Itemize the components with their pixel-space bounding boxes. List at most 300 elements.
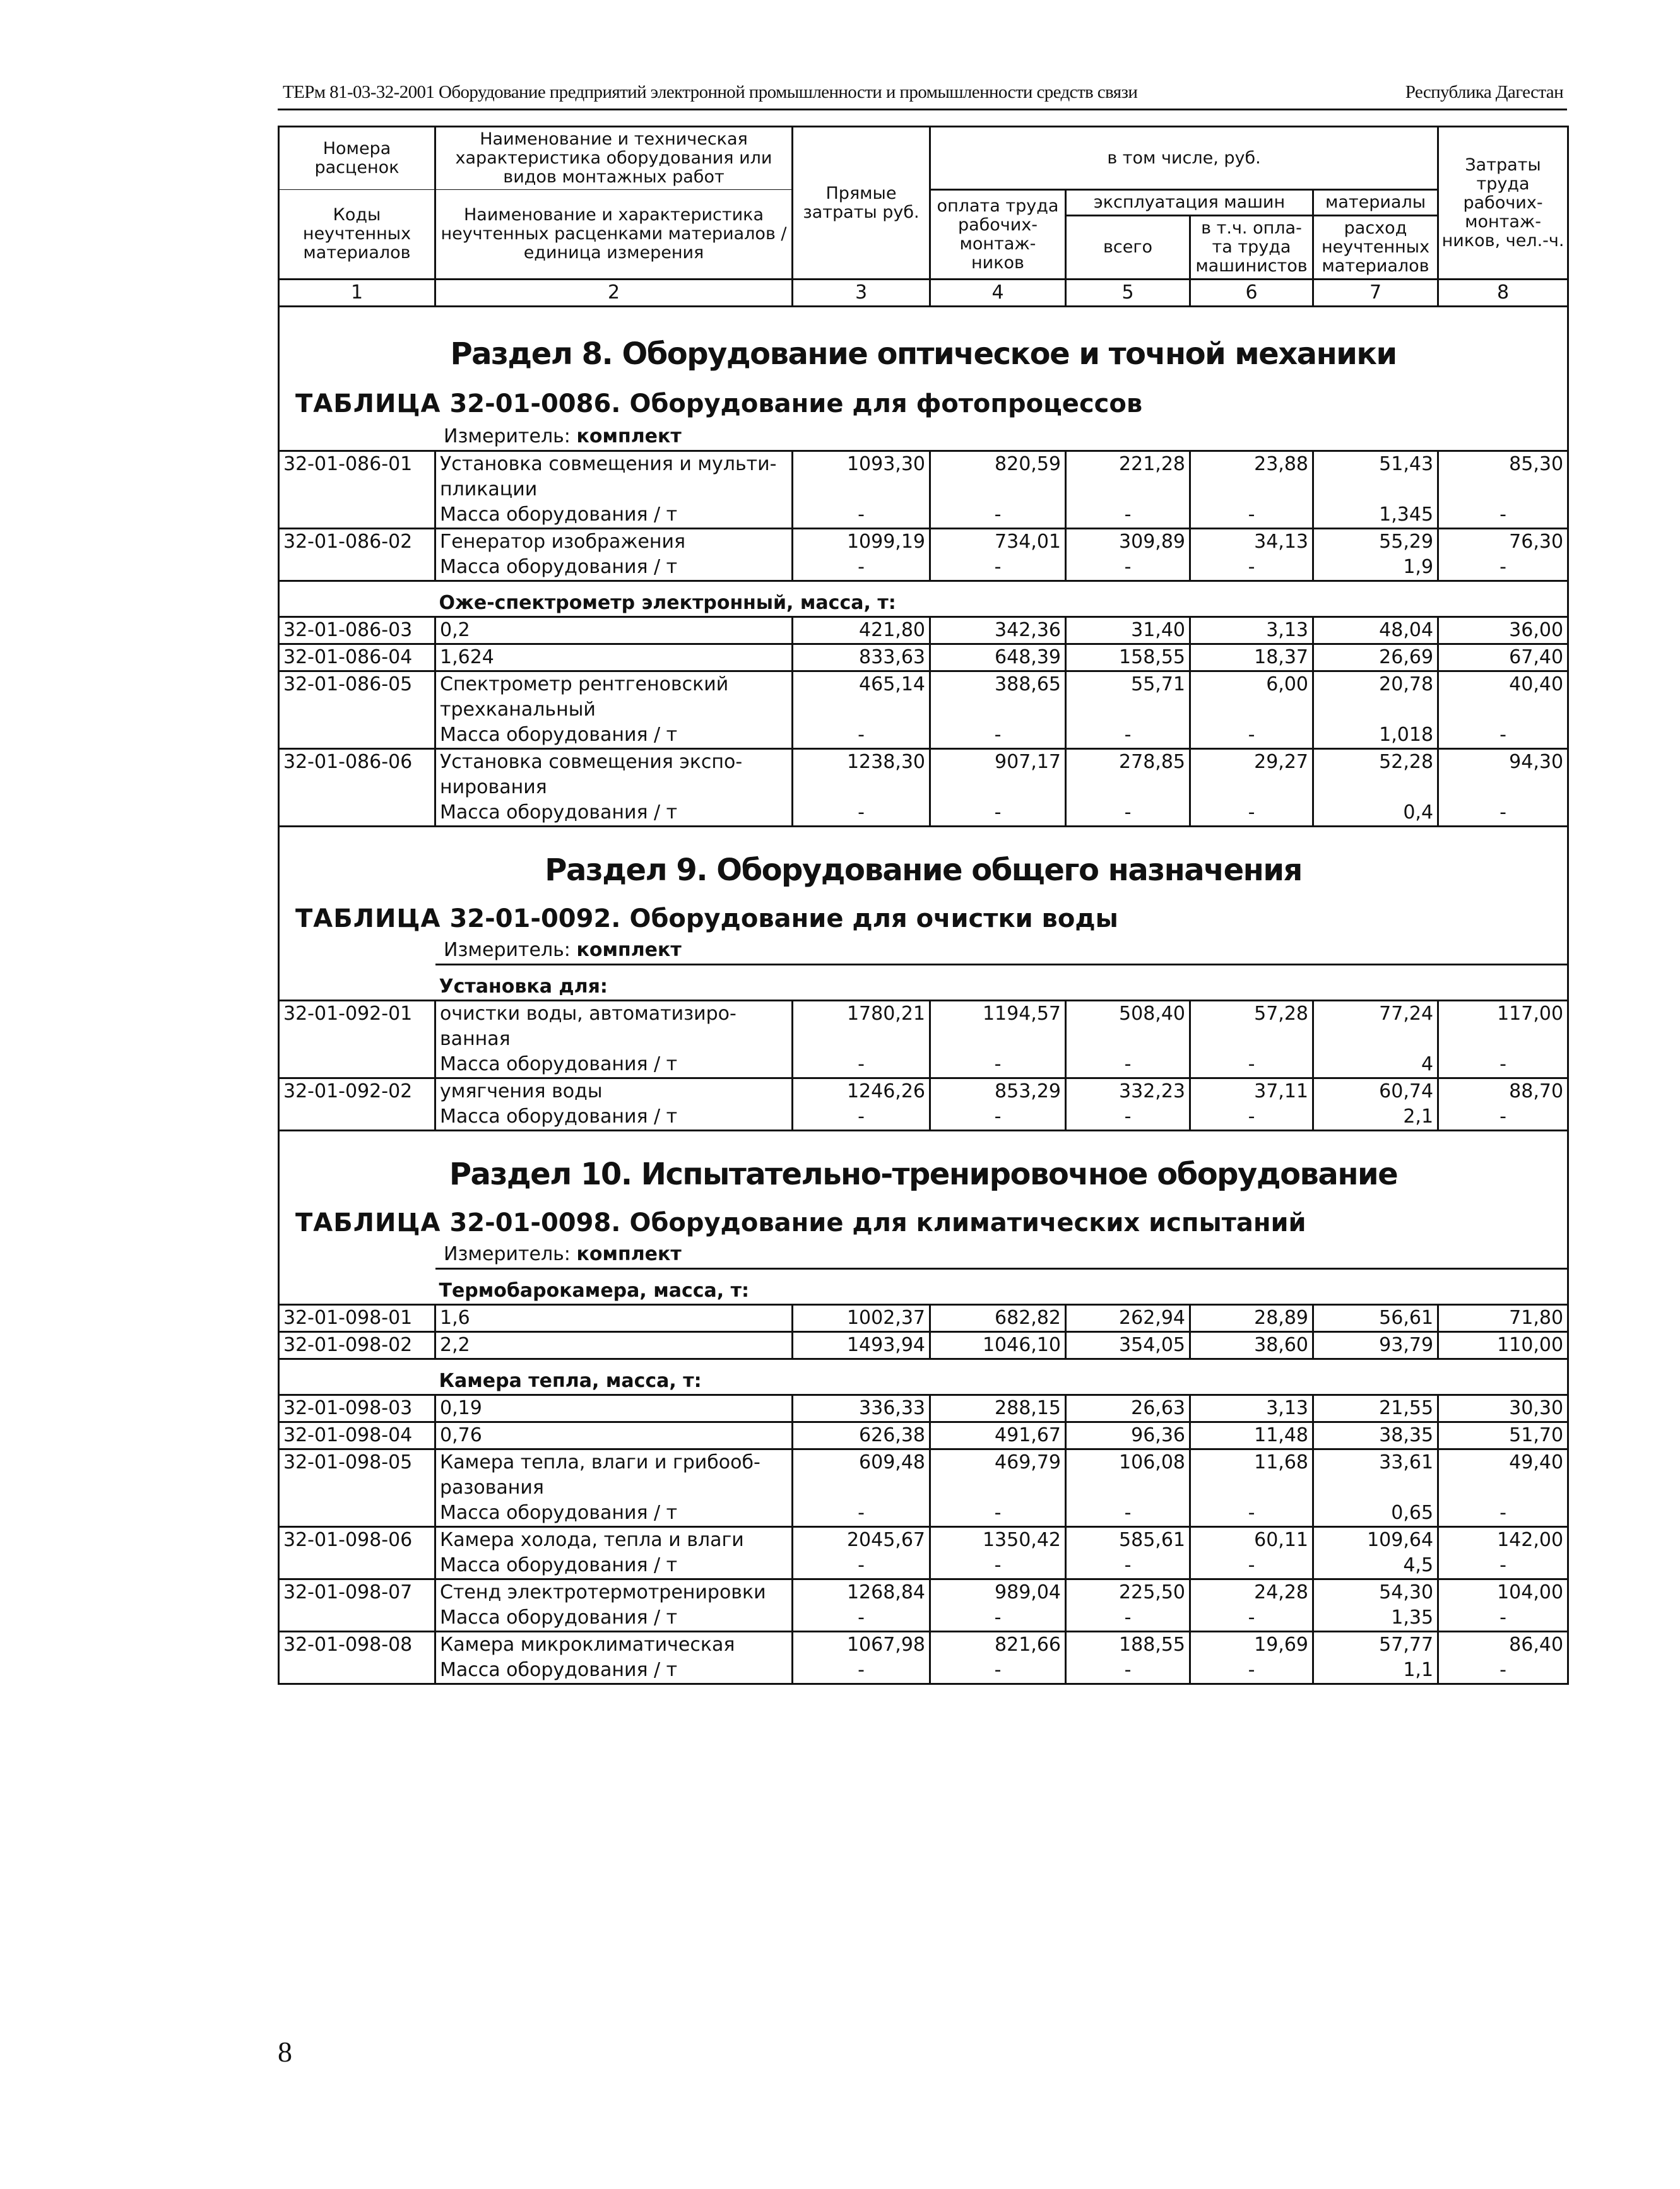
materials: 60,74 [1313,1078,1438,1105]
header-machines-total: всего [1066,216,1190,280]
machines-total: - [1066,1605,1190,1632]
header-labor-pay: оплата труда рабочих-монтаж-ников [930,190,1066,280]
column-number: 1 [279,280,435,307]
labor-hours: 40,40 [1438,671,1568,723]
materials: 33,61 [1313,1449,1438,1501]
section-10-title: Раздел 10. Испытательно-тренировочное оборудование [449,1157,1398,1192]
table-row [279,800,1568,827]
machinists-pay: - [1190,502,1313,529]
machines-total: 158,55 [1066,644,1190,671]
machinists-pay: - [1190,800,1313,827]
table-row [279,502,1568,529]
labor-pay: 388,65 [930,671,1066,723]
table-row [279,1579,1568,1606]
labor-pay: - [930,555,1066,581]
table-title [280,1207,1567,1239]
section-8-title: Раздел 8. Оборудование оптическое и точной механики [450,336,1397,372]
work-name: Установка совмещения и мульти-пликации [435,451,793,503]
labor-pay: - [930,1658,1066,1684]
materials: 1,9 [1313,555,1438,581]
rate-code: 32-01-086-04 [279,644,435,671]
materials: 77,24 [1313,1001,1438,1053]
labor-hours: 117,00 [1438,1001,1568,1053]
work-name: Масса оборудования / т [435,1104,793,1131]
measure-label: Измеритель: [444,939,571,961]
machinists-pay: - [1190,1553,1313,1579]
labor-pay: 469,79 [930,1449,1066,1501]
group-row [279,581,1568,617]
rate-code: 32-01-098-02 [279,1332,435,1359]
table-0086-measure [280,423,1567,450]
materials: 1,1 [1313,1658,1438,1684]
section-9-title: Раздел 9. Оборудование общего назначения [545,853,1302,888]
labor-pay: 853,29 [930,1078,1066,1105]
machinists-pay: 19,69 [1190,1632,1313,1658]
direct-costs: - [793,1605,930,1632]
rate-code: 32-01-098-07 [279,1579,435,1606]
machines-total: 278,85 [1066,749,1190,801]
table-measure [280,937,1567,964]
work-name: 0,76 [435,1422,793,1449]
group-thermobarochamber: Термобарокамера, масса, т: [435,1269,1568,1305]
labor-hours: - [1438,555,1568,581]
running-head-title: ТЕРм 81-03-32-2001 Оборудование предприятий электронной промышленности и промышленности средств связи [283,82,1138,102]
running-head-region: Республика Дагестан [1405,82,1563,102]
machinists-pay: 11,68 [1190,1449,1313,1501]
machinists-pay: 24,28 [1190,1579,1313,1606]
materials: 38,35 [1313,1422,1438,1449]
labor-hours: 51,70 [1438,1422,1568,1449]
direct-costs: 833,63 [793,644,930,671]
labor-pay: 989,04 [930,1579,1066,1606]
machinists-pay: 3,13 [1190,1395,1313,1422]
header-machinists-pay: в т.ч. опла-та труда машинистов [1190,216,1313,280]
labor-hours: 86,40 [1438,1632,1568,1658]
table-row [279,1332,1568,1359]
direct-costs: - [793,1104,930,1131]
header-name-top: Наименование и техническая характеристика оборудования или видов монтажных работ [435,127,793,190]
labor-hours: 67,40 [1438,644,1568,671]
group-row [279,965,1568,1001]
labor-hours: - [1438,723,1568,749]
work-name: Масса оборудования / т [435,502,793,529]
rate-code: 32-01-098-06 [279,1527,435,1554]
direct-costs: 2045,67 [793,1527,930,1554]
table-row [279,1605,1568,1632]
labor-hours: - [1438,1658,1568,1684]
column-number: 3 [793,280,930,307]
machines-total: 31,40 [1066,617,1190,644]
rate-code [279,502,435,529]
work-name: Масса оборудования / т [435,1052,793,1078]
rate-code: 32-01-086-05 [279,671,435,723]
work-name: Масса оборудования / т [435,723,793,749]
direct-costs: 465,14 [793,671,930,723]
work-name: Масса оборудования / т [435,1553,793,1579]
machines-total: 585,61 [1066,1527,1190,1554]
work-name: умягчения воды [435,1078,793,1105]
labor-hours: - [1438,1501,1568,1527]
direct-costs: 1493,94 [793,1332,930,1359]
table-label: ТАБЛИЦА [295,389,441,418]
column-number: 7 [1313,280,1438,307]
machines-total: 225,50 [1066,1579,1190,1606]
header-including: в том числе, руб. [930,127,1438,190]
direct-costs: 1067,98 [793,1632,930,1658]
header-row-1 [279,127,1568,190]
materials: 0,65 [1313,1501,1438,1527]
machines-total: 332,23 [1066,1078,1190,1105]
direct-costs: - [793,502,930,529]
machines-total: - [1066,1052,1190,1078]
table-row [279,1395,1568,1422]
rate-code: 32-01-098-04 [279,1422,435,1449]
work-name: Спектрометр рентгеновский трехканальный [435,671,793,723]
labor-hours: 49,40 [1438,1449,1568,1501]
materials: 52,28 [1313,749,1438,801]
materials: 20,78 [1313,671,1438,723]
table-row [279,451,1568,503]
rate-code: 32-01-092-02 [279,1078,435,1105]
machines-total: 26,63 [1066,1395,1190,1422]
labor-hours: - [1438,800,1568,827]
work-name: Масса оборудования / т [435,800,793,827]
running-head [278,81,1567,110]
price-table-wrap [278,126,1567,1685]
work-name: 0,19 [435,1395,793,1422]
labor-pay: - [930,1501,1066,1527]
labor-pay: 288,15 [930,1395,1066,1422]
table-row [279,644,1568,671]
header-name-bottom: Наименование и характеристика неучтенных расценками материалов / единица измерения [435,190,793,280]
labor-pay: 1046,10 [930,1332,1066,1359]
labor-hours: 142,00 [1438,1527,1568,1554]
table-row [279,671,1568,723]
group-spacer [279,1359,435,1395]
work-name: Камера микроклиматическая [435,1632,793,1658]
materials: 1,35 [1313,1605,1438,1632]
rate-code: 32-01-098-01 [279,1305,435,1332]
table-row [279,749,1568,801]
table-row [279,1449,1568,1501]
machinists-pay: 3,13 [1190,617,1313,644]
machinists-pay: 37,11 [1190,1078,1313,1105]
machines-total: 262,94 [1066,1305,1190,1332]
table-label: ТАБЛИЦА [295,1208,441,1237]
table-row [279,1422,1568,1449]
direct-costs: - [793,1501,930,1527]
group-row [279,1359,1568,1395]
header-labor-hours: Затраты труда рабочих-монтаж-ников, чел.-ч. [1438,127,1568,280]
machines-total: 309,89 [1066,529,1190,555]
table-row [279,555,1568,581]
header-machines: эксплуатация машин [1066,190,1313,216]
direct-costs: - [793,1658,930,1684]
header-direct-costs: Прямые затраты руб. [793,127,930,280]
section-9-block [279,827,1568,965]
labor-pay: 907,17 [930,749,1066,801]
materials: 0,4 [1313,800,1438,827]
labor-pay: - [930,1104,1066,1131]
work-name: Установка совмещения экспо-нирования [435,749,793,801]
group-spacer [279,581,435,617]
materials: 1,345 [1313,502,1438,529]
work-name: Масса оборудования / т [435,1605,793,1632]
table-name: Оборудование для очистки воды [629,904,1118,933]
materials: 54,30 [1313,1579,1438,1606]
labor-pay: - [930,1553,1066,1579]
labor-hours: 30,30 [1438,1395,1568,1422]
column-number: 5 [1066,280,1190,307]
machines-total: 55,71 [1066,671,1190,723]
header-materials-consumption: расход неучтенных материалов [1313,216,1438,280]
labor-pay: 648,39 [930,644,1066,671]
rate-code [279,1605,435,1632]
labor-hours: 85,30 [1438,451,1568,503]
table-row [279,1527,1568,1554]
work-name: 1,624 [435,644,793,671]
materials: 2,1 [1313,1104,1438,1131]
labor-pay: 1350,42 [930,1527,1066,1554]
machinists-pay: - [1190,1658,1313,1684]
header-codes-bottom: Коды неучтенных материалов [279,190,435,280]
labor-hours: - [1438,1553,1568,1579]
direct-costs: 1099,19 [793,529,930,555]
labor-hours: 104,00 [1438,1579,1568,1606]
materials: 57,77 [1313,1632,1438,1658]
direct-costs: 1238,30 [793,749,930,801]
labor-hours: 71,80 [1438,1305,1568,1332]
labor-pay: - [930,1605,1066,1632]
direct-costs: 421,80 [793,617,930,644]
group-heat-chamber: Камера тепла, масса, т: [435,1359,1568,1395]
machinists-pay: 60,11 [1190,1527,1313,1554]
direct-costs: - [793,800,930,827]
table-row [279,1632,1568,1658]
measure-value: комплект [576,1243,682,1265]
materials: 21,55 [1313,1395,1438,1422]
machinists-pay: - [1190,555,1313,581]
group-installation-for: Установка для: [435,965,1568,1001]
rate-code [279,1553,435,1579]
machines-total: 354,05 [1066,1332,1190,1359]
section-10-block [279,1131,1568,1269]
machinists-pay: 38,60 [1190,1332,1313,1359]
work-name: очистки воды, автоматизиро-ванная [435,1001,793,1053]
section-8-block [279,307,1568,451]
materials: 55,29 [1313,529,1438,555]
table-name: Оборудование для климатических испытаний [629,1208,1306,1237]
labor-hours: 110,00 [1438,1332,1568,1359]
machines-total: - [1066,502,1190,529]
labor-pay: 1194,57 [930,1001,1066,1053]
table-code: 32-01-0086. [449,389,621,418]
machinists-pay: 6,00 [1190,671,1313,723]
rate-code [279,1052,435,1078]
labor-hours: 88,70 [1438,1078,1568,1105]
labor-pay: - [930,800,1066,827]
machinists-pay: - [1190,1605,1313,1632]
table-row [279,617,1568,644]
direct-costs: 1780,21 [793,1001,930,1053]
page-number: 8 [278,2036,292,2068]
direct-costs: - [793,555,930,581]
table-title [280,903,1567,935]
work-name: Камера холода, тепла и влаги [435,1527,793,1554]
labor-hours: 76,30 [1438,529,1568,555]
materials: 93,79 [1313,1332,1438,1359]
direct-costs: 626,38 [793,1422,930,1449]
column-number: 2 [435,280,793,307]
table-0086-title [280,388,1567,420]
machines-total: 106,08 [1066,1449,1190,1501]
machines-total: - [1066,1104,1190,1131]
machinists-pay: - [1190,723,1313,749]
work-name: Камера тепла, влаги и грибооб-разования [435,1449,793,1501]
work-name: Масса оборудования / т [435,1658,793,1684]
column-number: 8 [1438,280,1568,307]
rate-code: 32-01-092-01 [279,1001,435,1053]
table-row [279,1658,1568,1684]
table-code: 32-01-0092. [449,904,621,933]
table-row [279,1305,1568,1332]
table-row [279,1553,1568,1579]
direct-costs: - [793,723,930,749]
group-auger-spectrometer: Оже-спектрометр электронный, масса, т: [435,581,1568,617]
labor-hours: - [1438,1104,1568,1131]
machinists-pay: 29,27 [1190,749,1313,801]
machinists-pay: 18,37 [1190,644,1313,671]
direct-costs: 1093,30 [793,451,930,503]
labor-pay: - [930,1052,1066,1078]
labor-pay: - [930,502,1066,529]
materials: 109,64 [1313,1527,1438,1554]
rate-code: 32-01-086-03 [279,617,435,644]
machines-total: 221,28 [1066,451,1190,503]
work-name: Масса оборудования / т [435,555,793,581]
machines-total: - [1066,555,1190,581]
group-spacer [279,1269,435,1305]
column-number: 4 [930,280,1066,307]
rate-code [279,1501,435,1527]
rate-code: 32-01-086-06 [279,749,435,801]
machinists-pay: 11,48 [1190,1422,1313,1449]
table-row [279,1001,1568,1053]
rate-code [279,555,435,581]
materials: 51,43 [1313,451,1438,503]
section-10-heading-cell [279,1131,1568,1269]
measure-value: комплект [576,939,682,961]
section-8-heading-cell [279,307,1568,451]
price-table [278,126,1569,1685]
materials: 26,69 [1313,644,1438,671]
rate-code: 32-01-086-01 [279,451,435,503]
work-name: Генератор изображения [435,529,793,555]
table-row [279,1078,1568,1105]
table-row [279,529,1568,555]
work-name: Стенд электротермотренировки [435,1579,793,1606]
table-row [279,1501,1568,1527]
section-9-heading-cell [279,827,1568,965]
materials: 4 [1313,1052,1438,1078]
labor-pay: 342,36 [930,617,1066,644]
rate-code: 32-01-098-08 [279,1632,435,1658]
table-label: ТАБЛИЦА [295,904,441,933]
labor-hours: - [1438,1605,1568,1632]
column-number-row [279,280,1568,307]
machinists-pay: - [1190,1501,1313,1527]
rate-code: 32-01-098-05 [279,1449,435,1501]
machinists-pay: - [1190,1052,1313,1078]
rate-code [279,1104,435,1131]
machines-total: - [1066,800,1190,827]
column-number: 6 [1190,280,1313,307]
work-name: 1,6 [435,1305,793,1332]
machines-total: 508,40 [1066,1001,1190,1053]
work-name: Масса оборудования / т [435,1501,793,1527]
machines-total: 96,36 [1066,1422,1190,1449]
measure-label: Измеритель: [444,425,571,447]
machines-total: - [1066,723,1190,749]
machines-total: - [1066,1553,1190,1579]
machinists-pay: 34,13 [1190,529,1313,555]
work-name: 2,2 [435,1332,793,1359]
table-name: Оборудование для фотопроцессов [629,389,1143,418]
group-row [279,1269,1568,1305]
direct-costs: 1246,26 [793,1078,930,1105]
labor-pay: 820,59 [930,451,1066,503]
header-materials: материалы [1313,190,1438,216]
labor-pay: 821,66 [930,1632,1066,1658]
rate-code [279,723,435,749]
machinists-pay: 57,28 [1190,1001,1313,1053]
table-measure [280,1241,1567,1268]
rate-code [279,1658,435,1684]
direct-costs: - [793,1052,930,1078]
rate-code: 32-01-086-02 [279,529,435,555]
direct-costs: 1002,37 [793,1305,930,1332]
rate-code: 32-01-098-03 [279,1395,435,1422]
materials: 1,018 [1313,723,1438,749]
materials: 4,5 [1313,1553,1438,1579]
rate-code [279,800,435,827]
labor-hours: - [1438,1052,1568,1078]
labor-hours: 94,30 [1438,749,1568,801]
labor-pay: 734,01 [930,529,1066,555]
machines-total: - [1066,1501,1190,1527]
materials: 56,61 [1313,1305,1438,1332]
group-spacer [279,965,435,1001]
labor-pay: - [930,723,1066,749]
work-name: 0,2 [435,617,793,644]
labor-pay: 682,82 [930,1305,1066,1332]
machinists-pay: 28,89 [1190,1305,1313,1332]
table-row [279,1052,1568,1078]
machinists-pay: 23,88 [1190,451,1313,503]
measure-value: комплект [576,425,682,447]
machines-total: - [1066,1658,1190,1684]
machines-total: 188,55 [1066,1632,1190,1658]
direct-costs: 1268,84 [793,1579,930,1606]
table-row [279,1104,1568,1131]
labor-hours: - [1438,502,1568,529]
table-row [279,723,1568,749]
table-code: 32-01-0098. [449,1208,621,1237]
materials: 48,04 [1313,617,1438,644]
direct-costs: 609,48 [793,1449,930,1501]
direct-costs: 336,33 [793,1395,930,1422]
measure-label: Измеритель: [444,1243,571,1265]
